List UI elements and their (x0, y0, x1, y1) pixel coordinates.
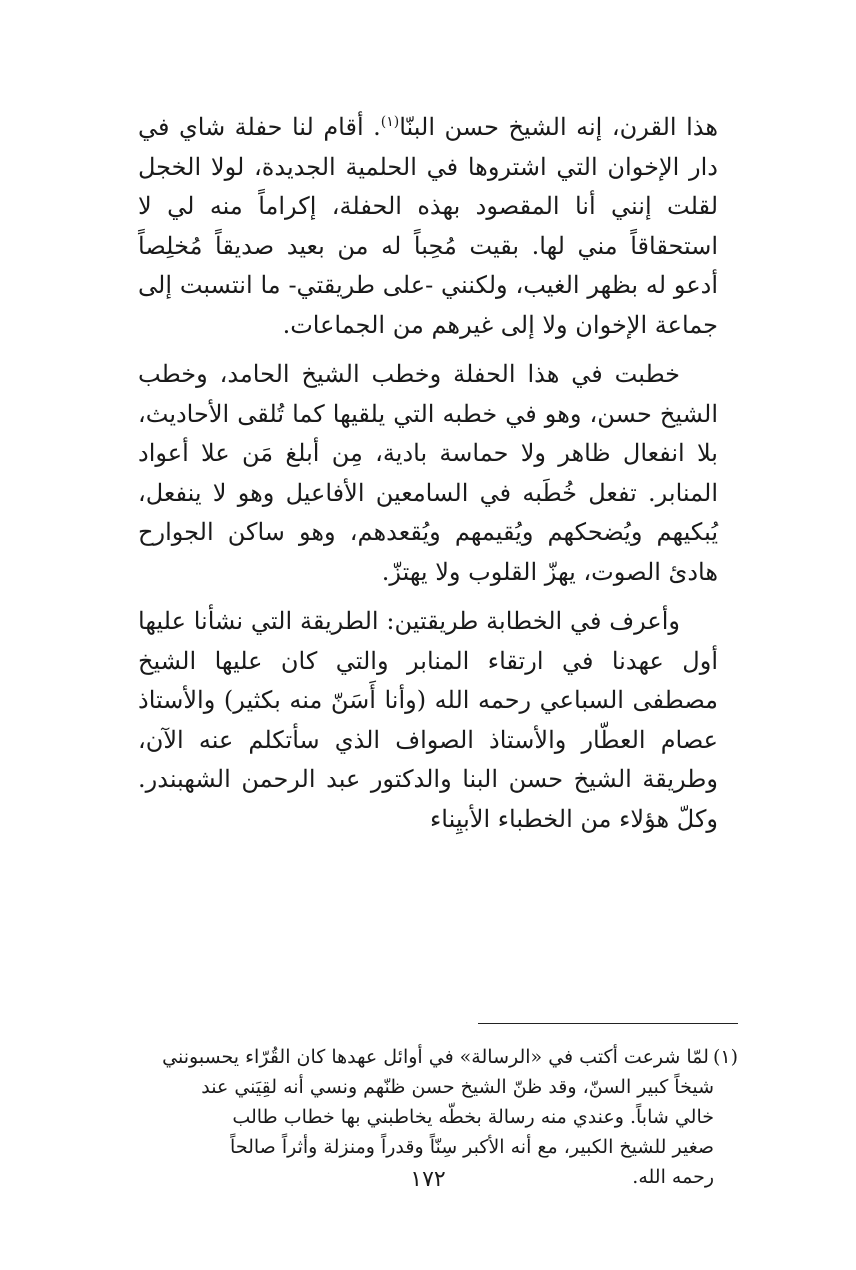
paragraph-2: خطبت في هذا الحفلة وخطب الشيخ الحامد، وخطب الشيخ حسن، وهو في خطبه التي يلقيها كما تُلقى الأحاديث، بلا انفعال ظاهر ولا حماسة بادية، مِن أبلغ مَن علا أعواد المنابر. تفعل خُطَبه في السامعين الأفاعيل وهو لا ينفعل، يُبكيهم ويُضحكهم ويُقيمهم ويُقعدهم، وهو ساكن الجوارح هادئ الصوت، يهزّ القلوب ولا يهتزّ. (138, 360, 718, 586)
page-number: ١٧٢ (410, 1167, 446, 1192)
paragraph-1-after-ref: . أقام لنا حفلة شاي في دار الإخوان التي اشتروها في الحلمية الجديدة، لولا الخجل لقلت إنني أنا المقصود بهذه الحفلة، إكراماً منه لي لا استحقاقاً مني لها. بقيت مُحِباً له من بعيد صديقاً مُخلِصاً أدعو له بظهر الغيب، ولكنني -على طريقتي- ما انتسبت إلى جماعة الإخوان ولا إلى غيرهم من الجماعات. (138, 113, 718, 339)
footnote-line-5: رحمه الله. (632, 1166, 714, 1188)
footnote-line-1 (138, 1042, 738, 1072)
paragraph-1-before-ref: هذا القرن، إنه الشيخ حسن البنّا (399, 113, 718, 141)
footnote-reference: (١) (380, 114, 400, 130)
footnote-line-1-text: لمّا شرعت أكتب في «الرسالة» في أوائل عهدها كان القُرّاء يحسبونني (162, 1046, 709, 1068)
footnote-line-2: شيخاً كبير السنّ، وقد ظنّ الشيخ حسن ظنّهم ونسي أنه لقِيَني عند (201, 1076, 714, 1098)
paragraph-3: وأعرف في الخطابة طريقتين: الطريقة التي نشأنا عليها أول عهدنا في ارتقاء المنابر والتي كان عليها الشيخ مصطفى السباعي رحمه الله (وأنا أَسَنّ منه بكثير) والأستاذ عصام العطّار والأستاذ الصواف الذي سأتكلم عنه الآن، وطريقة الشيخ حسن البنا والدكتور عبد الرحمن الشهبندر. وكلّ هؤلاء من الخطباء الأبيِناء (138, 607, 718, 833)
footnote-separator (478, 1023, 738, 1024)
footnote-line-4: صغير للشيخ الكبير، مع أنه الأكبر سِنّاً وقدراً ومنزلة وأثراً صالحاً (230, 1136, 714, 1158)
footnote-line-3: خالي شاباً. وعندي منه رسالة بخطّه يخاطبني بها خطاب طالب (232, 1106, 714, 1128)
main-text (138, 108, 718, 849)
footnote-marker: (١) (712, 1046, 738, 1068)
paragraph-1 (138, 108, 718, 345)
